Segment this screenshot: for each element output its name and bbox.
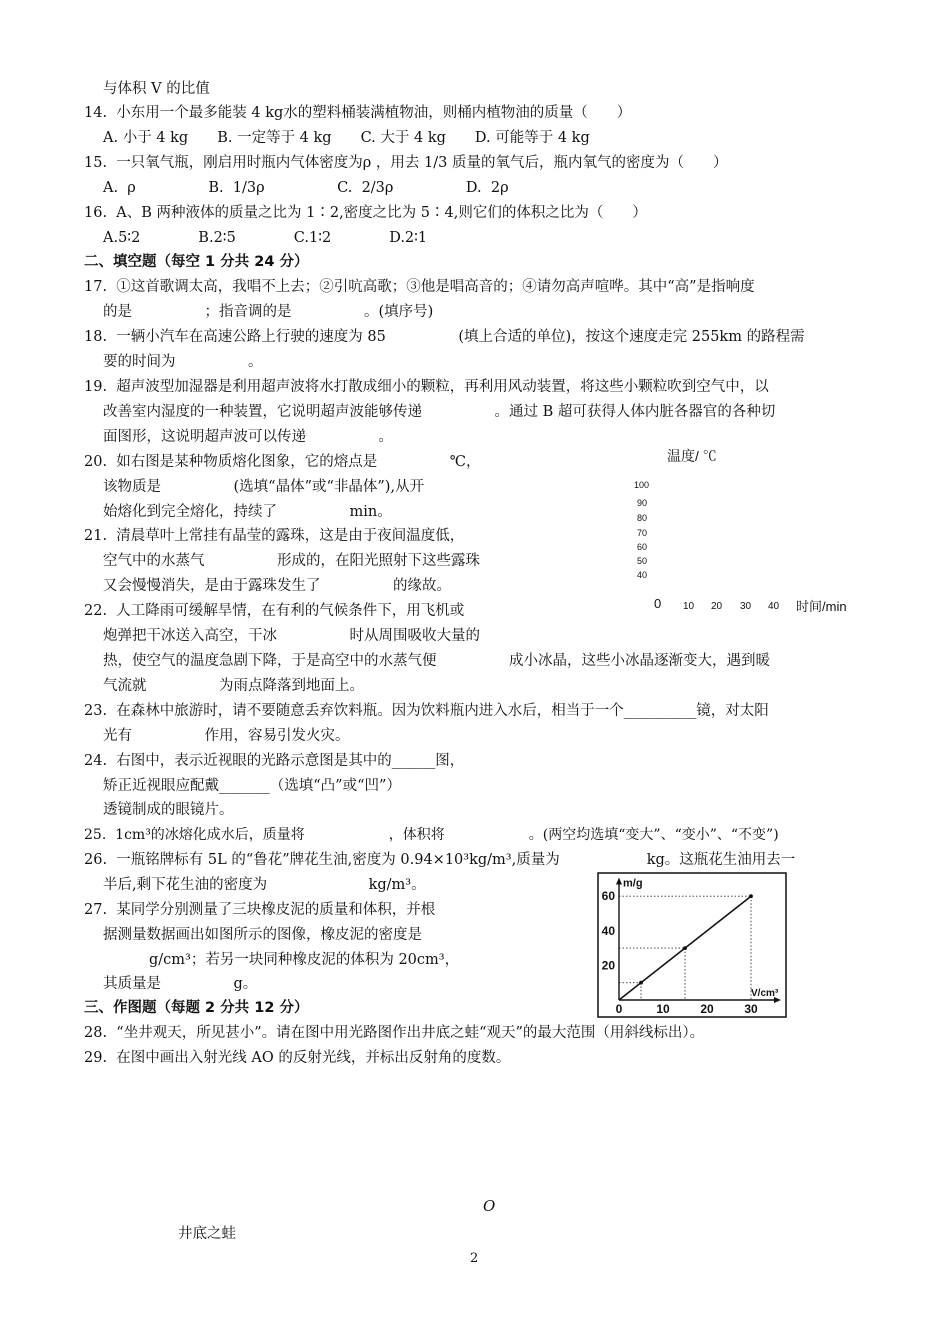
mv-data-point — [639, 981, 643, 985]
line-q20-c: 始熔化到完全熔化，持续了 min。 — [103, 504, 392, 520]
line-q18-b: 要的时间为 。 — [103, 354, 263, 370]
mv-data-point — [749, 894, 753, 898]
melting-chart-xtick: 10 — [683, 601, 695, 612]
line-q20-b: 该物质是 (选填“晶体”或“非晶体”),从开 — [103, 479, 425, 495]
line-q27: 27. 某同学分别测量了三块橡皮泥的质量和体积，并根 — [84, 902, 436, 918]
melting-chart-xtick: 30 — [740, 601, 752, 612]
line-q27-c: g/cm³；若另一块同种橡皮泥的体积为 20cm³， — [149, 952, 460, 968]
line-q25: 25. 1cm³的冰熔化成水后，质量将 ，体积将 。(两空均选填“变大”、“变小”、“不变”) — [84, 827, 779, 843]
mv-data-point — [683, 946, 687, 950]
melting-chart-ytick: 80 — [637, 513, 648, 523]
melting-chart-ytick: 100 — [634, 480, 650, 490]
melting-chart-xlabel: 时间/min — [796, 599, 847, 614]
line-q22-c: 热，使空气的温度急剧下降，于是高空中的水蒸气便 成小冰晶，这些小冰晶逐渐变大，遇到暖 — [103, 653, 770, 669]
section-2-heading: 二、填空题（每空 1 分共 24 分） — [84, 254, 309, 270]
mv-y-tick: 20 — [601, 958, 615, 973]
line-q27-d: 其质量是 g。 — [103, 976, 258, 992]
section-3-heading: 三、作图题（每题 2 分共 12 分） — [84, 1000, 309, 1016]
melting-chart-ytick: 90 — [637, 498, 648, 508]
line-q22-d: 气流就 为雨点降落到地面上。 — [103, 678, 364, 694]
mv-x-tick: 20 — [700, 1002, 714, 1016]
line-q16-options: A.5∶2 B.2∶5 C.1∶2 D.2∶1 — [103, 230, 428, 246]
line-q17-b: 的是 ；指音调的是 。(填序号) — [103, 304, 434, 320]
line-q19-c: 面图形，这说明超声波可以传递 。 — [103, 429, 393, 445]
line-q20: 20. 如右图是某种物质熔化图象，它的熔点是 ℃， — [84, 454, 481, 470]
melting-chart-ytick: 60 — [637, 542, 648, 552]
line-q14: 14. 小东用一个最多能装 4 kg水的塑料桶装满植物油，则桶内植物油的质量（ ） — [84, 105, 632, 121]
line-q18: 18. 一辆小汽车在高速公路上行驶的速度为 85 (填上合适的单位)，按这个速度走完 255km 的路程需 — [84, 329, 805, 345]
line-q17: 17. ①这首歌调太高，我唱不上去；②引吭高歌；③他是唱高音的；④请勿高声喧哗。其中“高”是指响度 — [84, 279, 755, 295]
melting-chart-xtick: 0 — [654, 596, 662, 611]
mv-x-tick: 30 — [744, 1002, 758, 1016]
line-q15: 15. 一只氧气瓶，刚启用时瓶内气体密度为ρ ，用去 1/3 质量的氧气后，瓶内氧气的密度为（ ） — [84, 155, 728, 171]
melting-chart-ytick: 40 — [637, 570, 648, 580]
melting-chart-ytick: 50 — [637, 556, 648, 566]
mv-x-tick: 0 — [615, 1002, 623, 1016]
line-q21: 21. 清晨草叶上常挂有晶莹的露珠，这是由于夜间温度低， — [84, 528, 465, 544]
line-q26-b: 半后,剩下花生油的密度为 kg/m³。 — [103, 877, 426, 893]
frog-label: 井底之蛙 — [178, 1226, 236, 1242]
line-q24: 24. 右图中，表示近视眼的光路示意图是其中的______图， — [84, 753, 465, 769]
page-number: 2 — [470, 1251, 479, 1266]
line-q28: 28. “坐井观天，所见甚小”。请在图中用光路图作出井底之蛙“观天”的最大范围（用斜线标出）。 — [84, 1025, 705, 1041]
mass-volume-chart — [597, 872, 787, 1018]
line-q16: 16. A、B 两种液体的质量之比为 1∶2,密度之比为 5∶4,则它们的体积之比为（ ） — [84, 205, 647, 221]
line-q22-b: 炮弹把干冰送入高空，干冰 时从周围吸收大量的 — [103, 628, 480, 644]
melting-chart-ylabel: 温度/ ℃ — [667, 448, 717, 464]
line-q19-b: 改善室内湿度的一种装置，它说明超声波能够传递 。通过 B 超可获得人体内脏各器官的各种切 — [103, 404, 776, 420]
line-q14-options: A. 小于 4 kg B. 一定等于 4 kg C. 大于 4 kg D. 可能等于 4 kg — [103, 130, 590, 146]
line-q26: 26. 一瓶铭牌标有 5L 的“鲁花”牌花生油,密度为 0.94×10³kg/m³,质量为 kg。这瓶花生油用去一 — [84, 852, 796, 868]
line-0: 与体积 V 的比值 — [103, 81, 210, 97]
line-q15-options: A. ρ B. 1/3ρ C. 2/3ρ D. 2ρ — [103, 180, 509, 196]
line-q21-b: 空气中的水蒸气 形成的，在阳光照射下这些露珠 — [103, 553, 480, 569]
line-q22: 22. 人工降雨可缓解旱情，在有利的气候条件下，用飞机或 — [84, 603, 465, 619]
mv-y-tick: 60 — [601, 889, 615, 904]
line-q24-c: 透镜制成的眼镜片。 — [103, 802, 234, 818]
line-q23: 23. 在森林中旅游时，请不要随意丢弃饮料瓶。因为饮料瓶内进入水后，相当于一个__________镜，对太阳 — [84, 703, 769, 719]
line-q27-b: 据测量数据画出如图所示的图像，橡皮泥的密度是 — [103, 927, 422, 943]
line-q24-b: 矫正近视眼应配戴_______（选填“凸”或“凹”） — [103, 778, 401, 794]
line-q23-b: 光有 作用，容易引发火灾。 — [103, 728, 350, 744]
mv-x-label: V/cm³ — [751, 988, 779, 999]
line-q29: 29. 在图中画出入射光线 AO 的反射光线，并标出反射角的度数。 — [84, 1050, 511, 1066]
point-o-label: O — [483, 1197, 496, 1215]
mv-y-label: m/g — [623, 877, 643, 890]
line-q21-c: 又会慢慢消失，是由于露珠发生了 的缘故。 — [103, 578, 451, 594]
mv-y-tick: 40 — [601, 923, 615, 938]
melting-chart-ytick: 70 — [637, 528, 648, 538]
melting-chart-xtick: 20 — [711, 601, 723, 612]
melting-chart-xtick: 40 — [768, 601, 780, 612]
mv-x-tick: 10 — [656, 1002, 670, 1016]
line-q19: 19. 超声波型加湿器是利用超声波将水打散成细小的颗粒，再利用风动装置，将这些小颗粒吹到空气中，以 — [84, 379, 769, 395]
